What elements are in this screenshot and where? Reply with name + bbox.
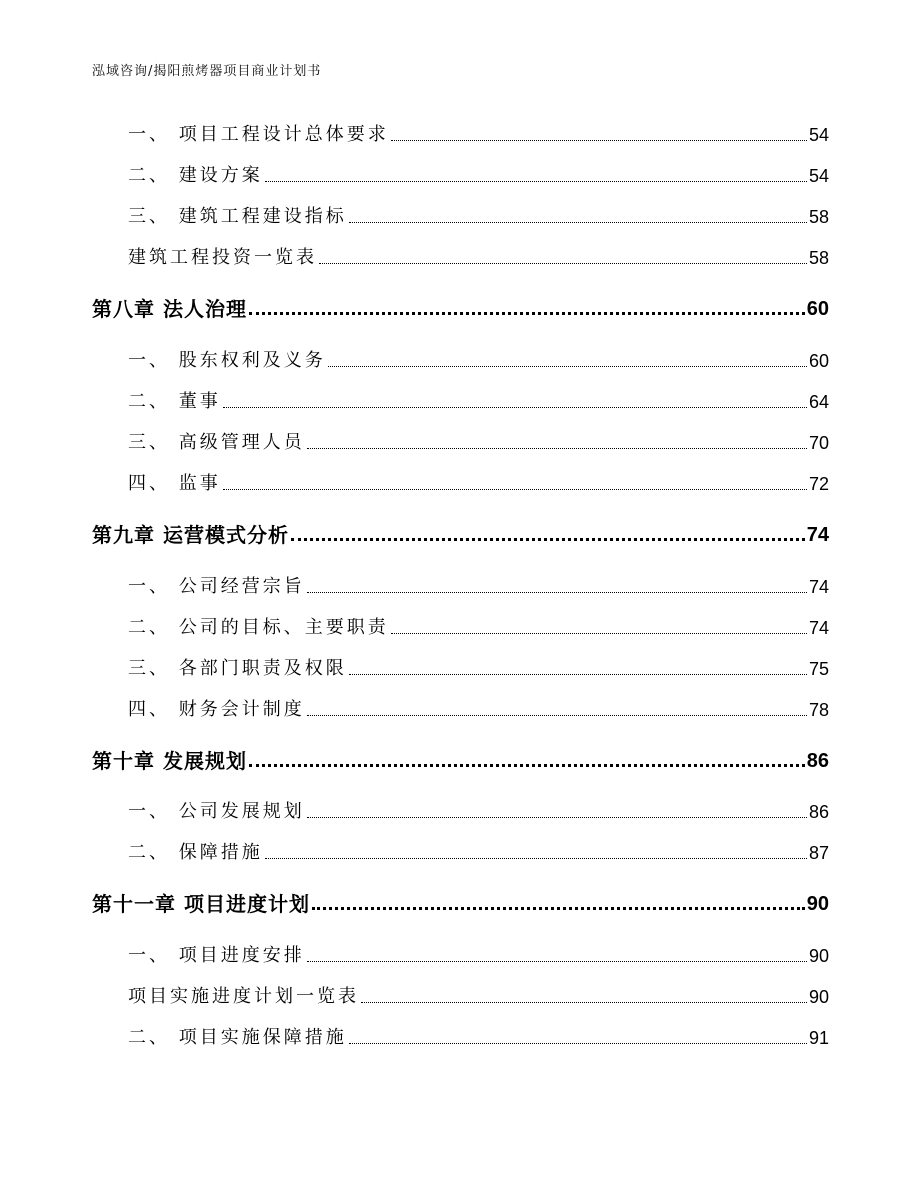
toc-leader [291,538,805,541]
toc-chapter[interactable] [92,297,829,321]
toc-entry[interactable] [92,165,829,187]
toc-entry-page: 78 [808,700,829,720]
toc-entry[interactable] [92,617,829,639]
toc-entry-page: 75 [808,659,829,679]
toc-leader [223,489,807,490]
toc-chapter-title: 第十一章 项目进度计划 [92,892,310,916]
toc-chapter-title: 第九章 运营模式分析 [92,523,289,547]
toc-entry[interactable] [92,699,829,721]
toc-leader [307,448,807,449]
toc-entry-page: 87 [808,843,829,863]
toc-entry-title: 四、 监事 [128,473,221,494]
toc-entry-page: 54 [808,125,829,145]
toc-chapter-page: 86 [806,750,829,772]
toc-entry-page: 64 [808,392,829,412]
toc-chapter-page: 74 [806,524,829,546]
toc-entry-title: 二、 保障措施 [128,842,263,863]
toc-entry[interactable] [92,124,829,146]
toc-entry-page: 60 [808,351,829,371]
toc-entry-title: 一、 公司经营宗旨 [128,576,305,597]
toc-entry[interactable] [92,1027,829,1049]
toc-entry-page: 70 [808,433,829,453]
toc-entry[interactable] [92,658,829,680]
toc-leader [312,907,805,910]
toc-entry[interactable] [92,986,829,1008]
toc-leader [307,592,807,593]
toc-entry-title: 二、 公司的目标、主要职责 [128,617,389,638]
toc-entry[interactable] [92,432,829,454]
toc-entry-title: 三、 高级管理人员 [128,432,305,453]
toc-entry-title: 建筑工程投资一览表 [128,247,317,268]
toc-entry-page: 74 [808,577,829,597]
toc-entry[interactable] [92,945,829,967]
toc-entry-page: 90 [808,987,829,1007]
toc-chapter-page: 90 [806,893,829,915]
toc-leader [361,1002,807,1003]
toc-entry-title: 项目实施进度计划一览表 [128,986,359,1007]
toc-entry[interactable] [92,247,829,269]
toc-chapter-title: 第十章 发展规划 [92,749,247,773]
toc-entry[interactable] [92,391,829,413]
toc-leader [349,1043,807,1044]
toc-leader [307,817,807,818]
toc-entry[interactable] [92,576,829,598]
toc-entry-title: 一、 股东权利及义务 [128,350,326,371]
toc-entry-title: 三、 各部门职责及权限 [128,658,347,679]
toc-entry[interactable] [92,350,829,372]
toc-leader [391,140,807,141]
toc-leader [307,961,807,962]
toc-entry[interactable] [92,801,829,823]
toc-entry-title: 二、 董事 [128,391,221,412]
toc-leader [391,633,807,634]
toc-entry-title: 三、 建筑工程建设指标 [128,206,347,227]
header-rule [92,86,828,87]
toc-entry-page: 54 [808,166,829,186]
toc-leader [349,222,807,223]
toc-leader [349,674,807,675]
toc-entry-page: 91 [808,1028,829,1048]
toc-entry-page: 58 [808,248,829,268]
toc-entry-page: 74 [808,618,829,638]
toc-entry[interactable] [92,842,829,864]
toc-entry-title: 二、 建设方案 [128,165,263,186]
toc-entry-page: 90 [808,946,829,966]
toc-leader [249,312,805,315]
toc-entry-title: 一、 公司发展规划 [128,801,305,822]
page-header: 泓域咨询/揭阳煎烤器项目商业计划书 [92,64,322,79]
toc-entry-title: 一、 项目工程设计总体要求 [128,124,389,145]
toc-leader [265,181,807,182]
toc-entry[interactable] [92,473,829,495]
toc-entry-page: 72 [808,474,829,494]
toc-entry-title: 一、 项目进度安排 [128,945,305,966]
toc-leader [265,858,807,859]
toc-leader [249,764,805,767]
toc-chapter-page: 60 [806,298,829,320]
toc-leader [328,366,807,367]
toc-entry-title: 四、 财务会计制度 [128,699,305,720]
toc-chapter[interactable] [92,892,829,916]
toc-entry-page: 86 [808,802,829,822]
toc-chapter-title: 第八章 法人治理 [92,297,247,321]
toc-entry-title: 二、 项目实施保障措施 [128,1027,347,1048]
toc-leader [223,407,807,408]
toc-chapter[interactable] [92,523,829,547]
toc-entry[interactable] [92,206,829,228]
toc-leader [307,715,807,716]
toc-chapter[interactable] [92,749,829,773]
toc-leader [319,263,807,264]
toc-entry-page: 58 [808,207,829,227]
